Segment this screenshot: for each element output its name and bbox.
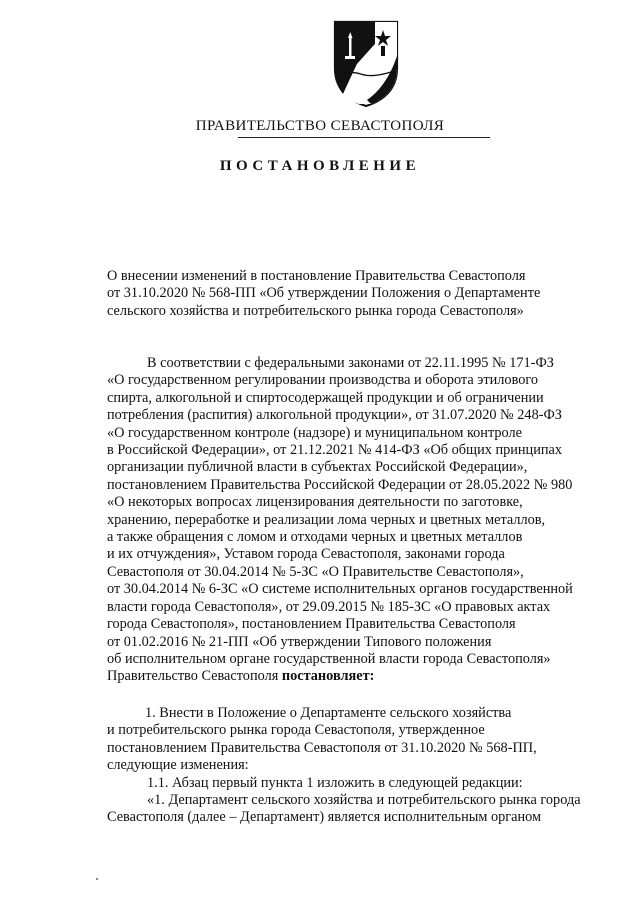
- preamble-line: В соответствии с федеральными законами от 22.11.1995 № 171-ФЗ: [147, 355, 554, 371]
- preamble-line: постановлением Правительства Российской Федерации от 28.05.2022 № 980: [107, 476, 573, 493]
- preamble-line: об исполнительном органе государственной власти города Севастополя»: [107, 650, 551, 667]
- item-1-line: следующие изменения:: [107, 757, 249, 774]
- subject-line: сельского хозяйства и потребительского рынка города Севастополя»: [107, 302, 524, 319]
- preamble-line: «О государственном регулировании производства и оборота этилового: [107, 372, 539, 389]
- item-1-line: и потребительского рынка города Севастополя, утвержденное: [107, 722, 485, 739]
- preamble-line: спирта, алкогольной и спиртосодержащей продукции и об ограничении: [107, 389, 544, 406]
- preamble-line: и их отчуждения», Уставом города Севастополя, законами города: [107, 546, 505, 563]
- document-type-title: ПОСТАНОВЛЕНИЕ: [219, 158, 421, 174]
- preamble-line: Севастополя от 30.04.2014 № 5-ЗС «О Правительстве Севастополя»,: [107, 563, 524, 580]
- preamble-line: хранению, переработке и реализации лома черных и цветных металлов,: [107, 511, 546, 528]
- preamble-line: власти города Севастополя», от 29.09.2015 № 185-ЗС «О правовых актах: [107, 598, 551, 615]
- quoted-text-line: Севастополя (далее – Департамент) является исполнительным органом: [107, 809, 542, 826]
- scan-speck: [96, 878, 98, 880]
- item-1-1-line: 1.1. Абзац первый пункта 1 изложить в следующей редакции:: [147, 774, 523, 791]
- item-1-line: 1. Внести в Положение о Департаменте сельского хозяйства: [145, 705, 512, 721]
- preamble-line: от 30.04.2014 № 6-ЗС «О системе исполнительных органов государственной: [107, 581, 573, 598]
- preamble-line: в Российской Федерации», от 21.12.2021 № 414-ФЗ «Об общих принципах: [107, 442, 562, 459]
- decree-operative-part: [107, 705, 612, 827]
- resolves-keyword: постановляет:: [281, 668, 375, 685]
- preamble-line: организации публичной власти в субъектах Российской Федерации»,: [107, 459, 528, 476]
- preamble-line: города Севастополя», постановлением Правительства Севастополя: [107, 616, 516, 633]
- preamble-line: а также обращения с ломом и отходами черных и цветных металлов: [107, 529, 523, 546]
- preamble-line: от 01.02.2016 № 21-ПП «Об утверждении Типового положения: [107, 633, 492, 650]
- government-name: ПРАВИТЕЛЬСТВО СЕВАСТОПОЛЯ: [195, 118, 445, 134]
- preamble-closing-text: Правительство Севастополя: [107, 668, 282, 685]
- quoted-text-line: «1. Департамент сельского хозяйства и потребительского рынка города: [147, 792, 581, 809]
- item-1-line: постановлением Правительства Севастополя от 31.10.2020 № 568-ПП,: [107, 739, 537, 756]
- preamble-line: потребления (распития) алкогольной продукции», от 31.07.2020 № 248-ФЗ: [107, 407, 562, 424]
- header-rule: [238, 137, 490, 138]
- preamble-closing-line: [107, 668, 612, 685]
- preamble-line: «О некоторых вопросах лицензирования деятельности по заготовке,: [107, 494, 523, 511]
- subject-line: О внесении изменений в постановление Правительства Севастополя: [107, 268, 526, 284]
- sevastopol-coat-of-arms-icon: [331, 16, 401, 108]
- decree-subject: [107, 268, 612, 320]
- subject-line: от 31.10.2020 № 568-ПП «Об утверждении Положения о Департаменте: [107, 285, 541, 302]
- decree-preamble: [107, 355, 612, 686]
- preamble-line: «О государственном контроле (надзоре) и муниципальном контроле: [107, 424, 522, 441]
